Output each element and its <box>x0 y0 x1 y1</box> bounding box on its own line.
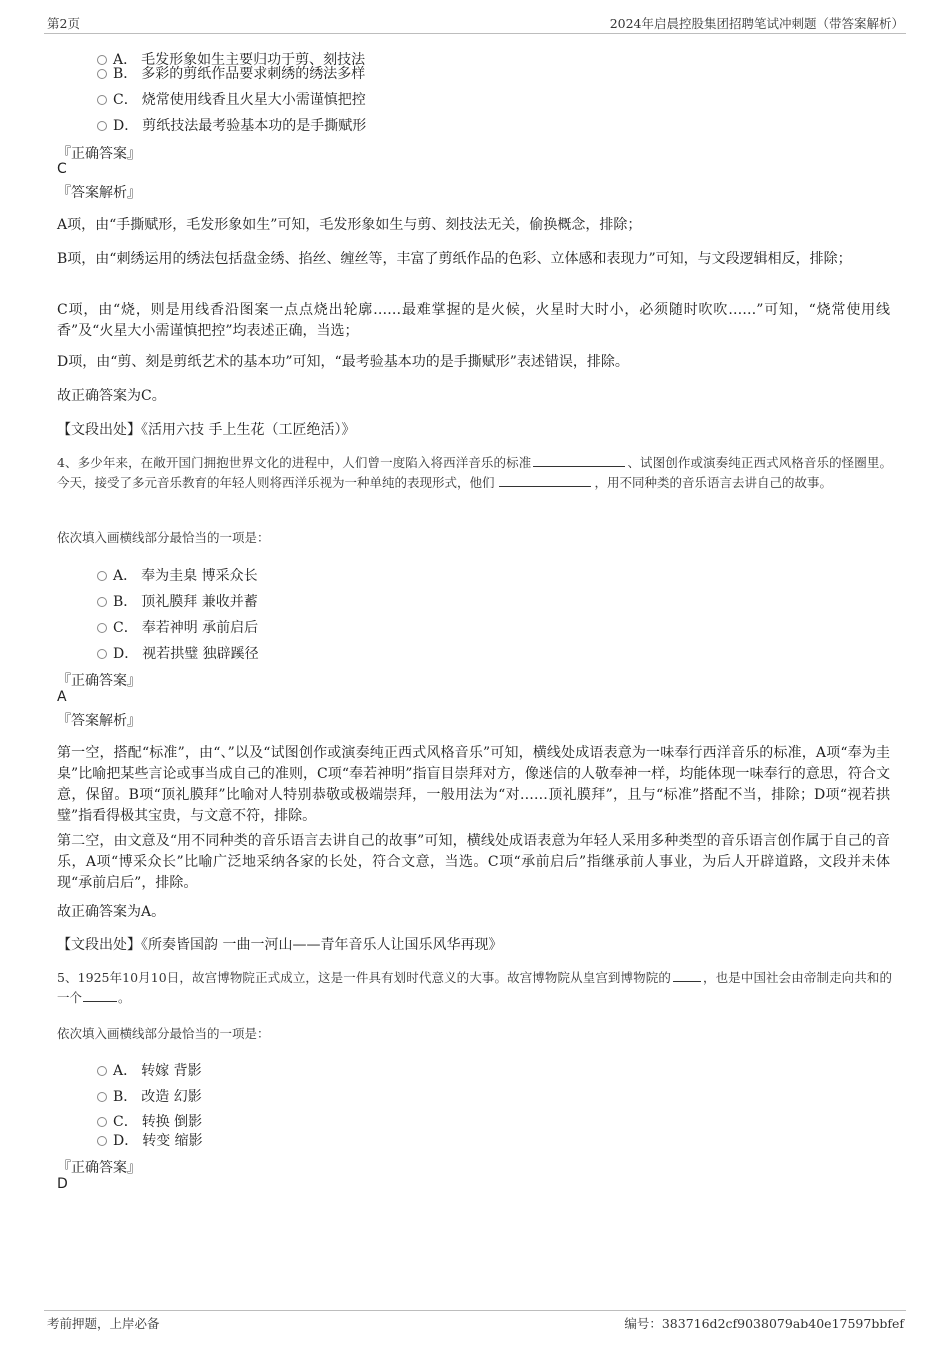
q3-option-b[interactable]: B． 多彩的剪纸作品要求刺绣的绣法多样 <box>97 63 365 83</box>
q3-answer: C <box>57 161 67 177</box>
radio-icon[interactable] <box>97 69 107 79</box>
page-number: 第2页 <box>47 16 80 31</box>
q4-analysis-label: 『答案解析』 <box>57 713 141 729</box>
q4-blank-1[interactable] <box>533 454 625 467</box>
q4-option-d[interactable]: D． 视若拱璧 独辟蹊径 <box>97 643 259 663</box>
radio-icon[interactable] <box>97 1136 107 1146</box>
radio-icon[interactable] <box>97 95 107 105</box>
q4-conclusion: 故正确答案为A。 <box>57 904 166 920</box>
q4-blank-2[interactable] <box>499 474 591 487</box>
radio-icon[interactable] <box>97 1066 107 1076</box>
q3-option-d[interactable]: D． 剪纸技法最考验基本功的是手撕赋形 <box>97 115 366 135</box>
radio-icon[interactable] <box>97 597 107 607</box>
q3-analysis-label: 『答案解析』 <box>57 185 141 201</box>
q5-blank-2[interactable] <box>83 989 117 1002</box>
document-title: 2024年启晨控股集团招聘笔试冲刺题（带答案解析） <box>609 16 904 31</box>
q4-answer: A <box>57 689 67 705</box>
q3-analysis-c: C项，由“烧，则是用线香沿图案一点点烧出轮廓……最难掌握的是火候，火星时大时小，必须随时吹吹……”可知，“烧常使用线香”及“火星大小需谨慎把控”均表述正确，当选； <box>57 302 890 339</box>
q4-source: 【文段出处】《所奏皆国韵 一曲一河山——青年音乐人让国乐风华再现》 <box>57 937 503 953</box>
document-id: 编号：383716d2cf9038079ab40e17597bbfef <box>624 1316 904 1331</box>
q3-analysis-d: D项，由“剪、刻是剪纸艺术的基本功”可知，“最考验基本功的是手撕赋形”表述错误，排除。 <box>57 354 629 370</box>
footer-divider <box>44 1310 906 1311</box>
q3-conclusion: 故正确答案为C。 <box>57 388 166 404</box>
radio-icon[interactable] <box>97 121 107 131</box>
q5-answer: D <box>57 1176 68 1192</box>
q4-stem: 4、多少年来，在敞开国门拥抱世界文化的进程中，人们曾一度陷入将西洋音乐的标准 、试图创作或演奏纯正西式风格音乐的怪圈里。今天，接受了多元音乐教育的年轻人则将西洋乐视为一种单纯的表现形式，他们 ，用不同种类的音乐语言去讲自己的故事。 <box>57 455 892 490</box>
q3-analysis-a: A项，由“手撕赋形，毛发形象如生”可知，毛发形象如生与剪、刻技法无关，偷换概念，排除； <box>57 217 642 233</box>
q5-option-d[interactable]: D． 转变 缩影 <box>97 1130 203 1150</box>
q4-option-c[interactable]: C． 奉若神明 承前启后 <box>97 617 258 637</box>
radio-icon[interactable] <box>97 623 107 633</box>
q3-option-c[interactable]: C． 烧常使用线香且火星大小需谨慎把控 <box>97 89 366 109</box>
radio-icon[interactable] <box>97 1092 107 1102</box>
q4-answer-label: 『正确答案』 <box>57 673 141 689</box>
q4-analysis-first: 第一空，搭配“标准”，由“、”以及“试图创作或演奏纯正西式风格音乐”可知，横线处成语表意为一味奉行西洋音乐的标准，A项“奉为圭臬”比喻把某些言论或事当成自己的准则，C项“奉若神明”指盲目崇拜对方，像迷信的人敬奉神一样，均能体现一味奉行的意思，符合文意，保留。B项“顶礼膜拜”比喻对人特别恭敬或极端崇拜，一般用法为“对……顶礼膜拜”，且与“标准”搭配不当，排除；D项“视若拱璧”指看得极其宝贵，与文意不符，排除。 <box>57 745 890 824</box>
q4-option-b[interactable]: B． 顶礼膜拜 兼收并蓄 <box>97 591 258 611</box>
q3-source: 【文段出处】《活用六技 手上生花（工匠绝活）》 <box>57 422 356 438</box>
q4-instruction: 依次填入画横线部分最恰当的一项是： <box>57 530 270 545</box>
q5-option-a[interactable]: A． 转嫁 背影 <box>97 1060 202 1080</box>
header-divider <box>44 33 906 34</box>
q3-analysis-b: B项，由“刺绣运用的绣法包括盘金绣、掐丝、缠丝等，丰富了剪纸作品的色彩、立体感和表现力”可知，与文段逻辑相反，排除； <box>57 251 852 267</box>
q5-blank-1[interactable] <box>673 969 701 982</box>
radio-icon[interactable] <box>97 1117 107 1127</box>
q5-option-c[interactable]: C． 转换 倒影 <box>97 1111 202 1131</box>
q3-answer-label: 『正确答案』 <box>57 146 141 162</box>
q4-option-a[interactable]: A． 奉为圭臬 博采众长 <box>97 565 258 585</box>
q5-instruction: 依次填入画横线部分最恰当的一项是： <box>57 1026 270 1041</box>
radio-icon[interactable] <box>97 649 107 659</box>
q5-stem: 5、1925年10月10日，故宫博物院正式成立，这是一件具有划时代意义的大事。故宫博物院从皇宫到博物院的 ，也是中国社会由帝制走向共和的一个 。 <box>57 970 892 1005</box>
q5-option-b[interactable]: B． 改造 幻影 <box>97 1086 202 1106</box>
footer-slogan: 考前押题，上岸必备 <box>47 1316 160 1331</box>
q3-option-a[interactable]: A． 毛发形象如生主要归功于剪、刻技法 <box>97 49 365 69</box>
q4-analysis-second: 第二空，由文意及“用不同种类的音乐语言去讲自己的故事”可知，横线处成语表意为年轻人采用多种类型的音乐语言创作属于自己的音乐，A项“博采众长”比喻广泛地采纳各家的长处，符合文意，当选。C项“承前启后”指继承前人事业，为后人开辟道路，文段并未体现“承前启后”，排除。 <box>57 833 890 891</box>
q5-answer-label: 『正确答案』 <box>57 1160 141 1176</box>
radio-icon[interactable] <box>97 571 107 581</box>
